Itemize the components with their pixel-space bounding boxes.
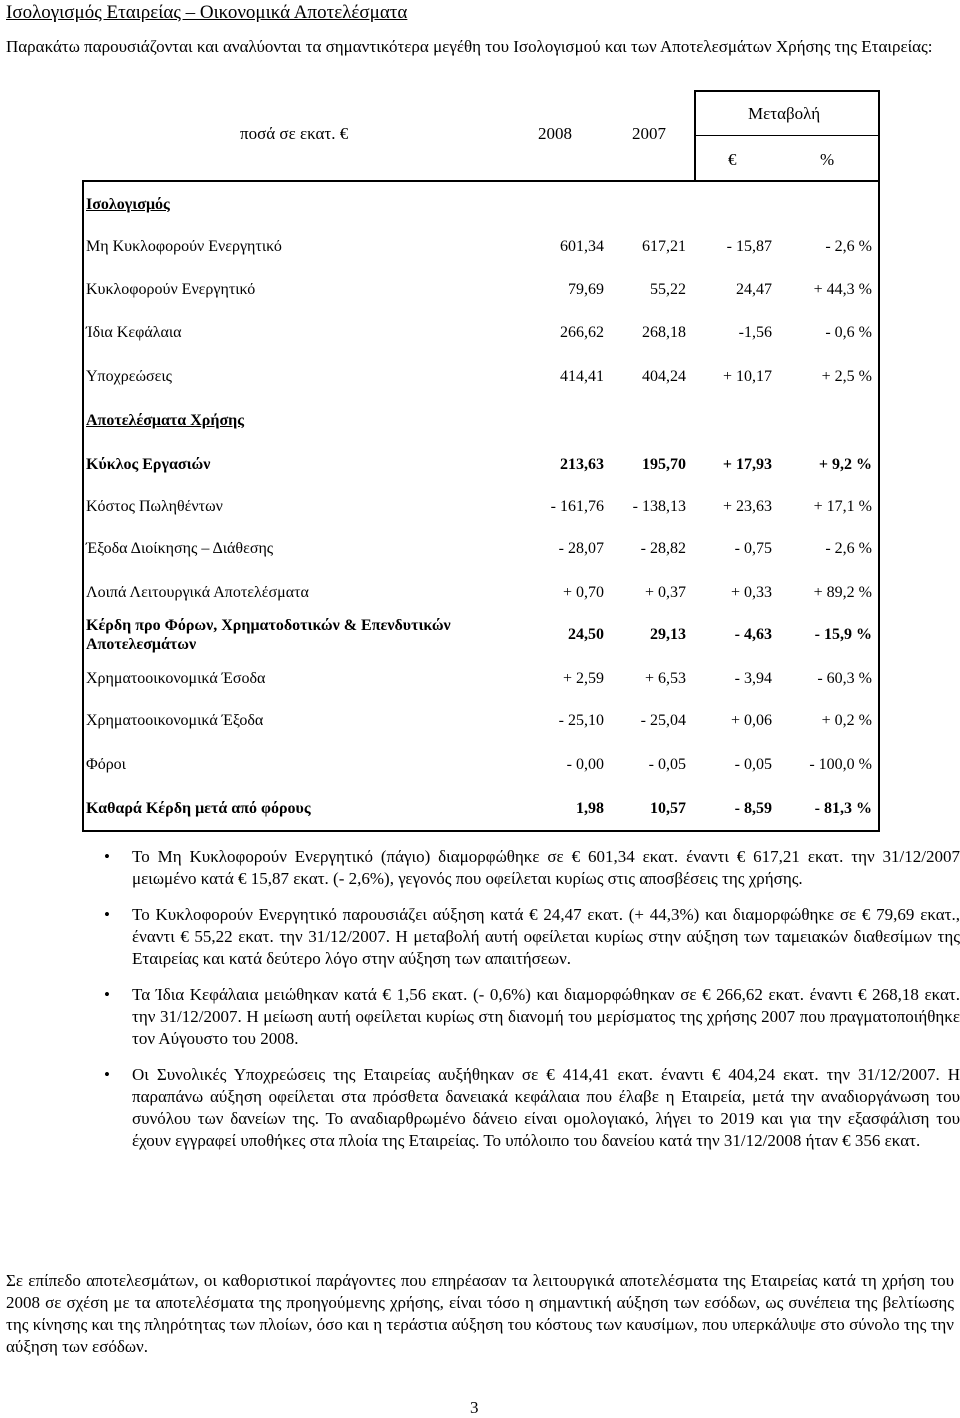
table-border-right xyxy=(878,90,880,832)
row-label: Κυκλοφορούν Ενεργητικό xyxy=(86,281,256,298)
value-2007: - 28,82 xyxy=(640,540,686,557)
change-pct: + 2,5 % xyxy=(821,368,872,385)
table-row xyxy=(86,456,872,478)
value-2007: - 138,13 xyxy=(632,498,686,515)
value-2008: 79,69 xyxy=(568,281,604,298)
value-2008: 24,50 xyxy=(568,626,604,643)
list-item xyxy=(104,984,960,1050)
list-item-text: Οι Συνολικές Υποχρεώσεις της Εταιρείας αυξήθηκαν σε € 414,41 εκατ. έναντι € 404,24 εκατ. την 31/12/2007. Η παραπάνω αύξηση οφείλεται στα πρόσθετα δανειακά κεφάλαια που έλαβε η Εταιρεία, μετά την αναδιοργάνωση του συνόλου των δανείων της. Το αναδιαρθρωμένο δάνειο είναι ομολογιακό, λήγει το 2019 και για την εξασφάλιση του έχουν εγγραφεί υποθήκες στα πλοία της Εταιρείας. Το υπόλοιπο του δανείου κατά την 31/12/2008 ήταν € 356 εκατ. xyxy=(132,1065,960,1150)
value-2007: 29,13 xyxy=(650,626,686,643)
row-label: Κόστος Πωληθέντων xyxy=(86,498,223,515)
list-item xyxy=(104,1064,960,1152)
table-row xyxy=(86,238,872,260)
change-eur: + 0,06 xyxy=(730,712,772,729)
change-eur: + 23,63 xyxy=(722,498,772,515)
change-eur: - 8,59 xyxy=(734,800,772,817)
value-2008: - 0,00 xyxy=(566,756,604,773)
table-border-left xyxy=(82,180,84,832)
table-row xyxy=(86,670,872,692)
table-row xyxy=(86,756,872,778)
change-header: Μεταβολή xyxy=(748,104,821,123)
table-row xyxy=(86,281,872,303)
change-pct: - 60,3 % xyxy=(817,670,872,687)
row-label-line2: Αποτελεσμάτων xyxy=(86,636,197,653)
value-2008: - 28,07 xyxy=(558,540,604,557)
change-eur-header: € xyxy=(728,150,737,169)
bullet-icon: • xyxy=(104,985,110,1004)
row-label: Μη Κυκλοφορούν Ενεργητικό xyxy=(86,238,282,255)
change-eur: + 0,33 xyxy=(730,584,772,601)
list-item-text: Τα Ίδια Κεφάλαια μειώθηκαν κατά € 1,56 εκατ. (- 0,6%) και διαμορφώθηκαν σε € 266,62 εκατ. έναντι € 268,18 εκατ. την 31/12/2007. Η μείωση αυτή οφείλεται κυρίως στη διανομή του μερίσματος της χρήσης 2007 που πραγματοποιήθηκε τον Αύγουστο του 2008. xyxy=(132,985,960,1048)
change-eur: - 4,63 xyxy=(734,626,772,643)
change-pct: - 81,3 % xyxy=(814,800,872,817)
col-header-2007: 2007 xyxy=(632,124,666,143)
row-label: Λοιπά Λειτουργικά Αποτελέσματα xyxy=(86,584,309,601)
bullet-icon: • xyxy=(104,1065,110,1084)
page-title: Ισολογισμός Εταιρείας – Οικονομικά Αποτελέσματα xyxy=(6,2,408,23)
value-2008: + 0,70 xyxy=(562,584,604,601)
value-2008: 266,62 xyxy=(560,324,604,341)
row-label: Έξοδα Διοίκησης – Διάθεσης xyxy=(86,540,274,557)
intro-paragraph: Παρακάτω παρουσιάζονται και αναλύονται τα σημαντικότερα μεγέθη του Ισολογισμού και των Αποτελεσμάτων Χρήσης της Εταιρείας: xyxy=(6,37,933,56)
change-pct: + 9,2 % xyxy=(818,456,872,473)
table-border-bottom xyxy=(82,830,880,832)
table-row xyxy=(86,712,872,734)
table-row xyxy=(86,540,872,562)
bullet-icon: • xyxy=(104,905,110,924)
col-header-2008: 2008 xyxy=(538,124,572,143)
list-item xyxy=(104,904,960,970)
row-label: Υποχρεώσεις xyxy=(86,368,172,385)
list-item-text: Το Κυκλοφορούν Ενεργητικό παρουσιάζει αύξηση κατά € 24,47 εκατ. (+ 44,3%) και διαμορφώθηκε σε € 79,69 εκατ., έναντι € 55,22 εκατ. την 31/12/2007. Η μεταβολή αυτή οφείλεται κυρίως στην αύξηση των ταμειακών διαθεσίμων της Εταιρείας και κατά δεύτερο λόγο στην αύξηση των απαιτήσεων. xyxy=(132,905,960,968)
value-2008: 1,98 xyxy=(576,800,604,817)
change-pct: - 2,6 % xyxy=(825,540,872,557)
value-2007: - 25,04 xyxy=(640,712,686,729)
list-item xyxy=(104,846,960,890)
header-bottom-border xyxy=(82,180,880,182)
table-row xyxy=(86,368,872,390)
value-2007: 10,57 xyxy=(650,800,686,817)
row-label: Ίδια Κεφάλαια xyxy=(86,324,182,341)
change-eur: + 10,17 xyxy=(722,368,772,385)
change-pct: - 0,6 % xyxy=(825,324,872,341)
row-label: Κύκλος Εργασιών xyxy=(86,456,211,473)
value-2008: 601,34 xyxy=(560,238,604,255)
bullet-list xyxy=(104,846,960,1166)
row-label: Φόροι xyxy=(86,756,126,773)
value-2007: 268,18 xyxy=(642,324,686,341)
change-pct: - 2,6 % xyxy=(825,238,872,255)
change-pct: + 0,2 % xyxy=(821,712,872,729)
change-pct: + 44,3 % xyxy=(813,281,872,298)
value-2007: + 6,53 xyxy=(644,670,686,687)
table-border-top xyxy=(694,90,880,92)
change-eur: - 3,94 xyxy=(734,670,772,687)
section-results: Αποτελέσματα Χρήσης xyxy=(86,412,244,429)
table-row xyxy=(86,800,872,822)
value-2008: 213,63 xyxy=(560,456,604,473)
change-eur: - 15,87 xyxy=(726,238,772,255)
row-label: Καθαρά Κέρδη μετά από φόρους xyxy=(86,800,311,817)
closing-paragraph: Σε επίπεδο αποτελεσμάτων, οι καθοριστικοί παράγοντες που επηρέασαν τα λειτουργικά αποτελέσματα της Εταιρείας κατά τη χρήση του 2008 σε σχέση με τα αποτελέσματα της προηγούμενης χρήσης, είναι τόσο η σημαντική αύξηση των εσόδων, ως συνέπεια της βελτίωσης της κίνησης και της πληρότητας των πλοίων, όσο και η τεράστια αύξηση του κόστους των καυσίμων, που υπερκάλυψε στο σύνολο της την αύξηση των εσόδων. xyxy=(6,1271,954,1356)
change-pct-header: % xyxy=(820,150,835,169)
change-eur: + 17,93 xyxy=(722,456,772,473)
value-2007: 55,22 xyxy=(650,281,686,298)
value-2008: - 161,76 xyxy=(550,498,604,515)
table-row xyxy=(86,616,872,656)
page-number: 3 xyxy=(470,1398,479,1417)
change-pct: + 17,1 % xyxy=(813,498,872,515)
table-row xyxy=(86,584,872,606)
change-eur: -1,56 xyxy=(738,324,772,341)
value-2008: 414,41 xyxy=(560,368,604,385)
row-label: Χρηματοοικονομικά Έξοδα xyxy=(86,712,264,729)
value-2008: + 2,59 xyxy=(562,670,604,687)
change-pct: - 15,9 % xyxy=(814,626,872,643)
change-eur: - 0,05 xyxy=(734,756,772,773)
value-2007: 404,24 xyxy=(642,368,686,385)
value-2007: + 0,37 xyxy=(644,584,686,601)
change-header-divider xyxy=(694,135,880,136)
change-pct: + 89,2 % xyxy=(813,584,872,601)
section-balance-sheet: Ισολογισμός xyxy=(86,196,170,213)
value-2007: 617,21 xyxy=(642,238,686,255)
financial-table xyxy=(82,90,882,832)
table-row xyxy=(86,498,872,520)
change-eur: 24,47 xyxy=(736,281,772,298)
change-eur: - 0,75 xyxy=(734,540,772,557)
list-item-text: Το Μη Κυκλοφορούν Ενεργητικό (πάγιο) διαμορφώθηκε σε € 601,34 εκατ. έναντι € 617,21 εκατ. την 31/12/2007 μειωμένο κατά € 15,87 εκατ. (- 2,6%), γεγονός που οφείλεται κυρίως στις αποσβέσεις της χρήσης. xyxy=(132,847,960,888)
value-2007: - 0,05 xyxy=(648,756,686,773)
row-label-line1: Κέρδη προ Φόρων, Χρηματοδοτικών & Επενδυτικών xyxy=(86,617,451,634)
change-pct: - 100,0 % xyxy=(809,756,872,773)
bullet-icon: • xyxy=(104,847,110,866)
unit-label: ποσά σε εκατ. € xyxy=(240,124,349,143)
row-label: Χρηματοοικονομικά Έσοδα xyxy=(86,670,266,687)
table-row xyxy=(86,324,872,346)
value-2008: - 25,10 xyxy=(558,712,604,729)
value-2007: 195,70 xyxy=(642,456,686,473)
